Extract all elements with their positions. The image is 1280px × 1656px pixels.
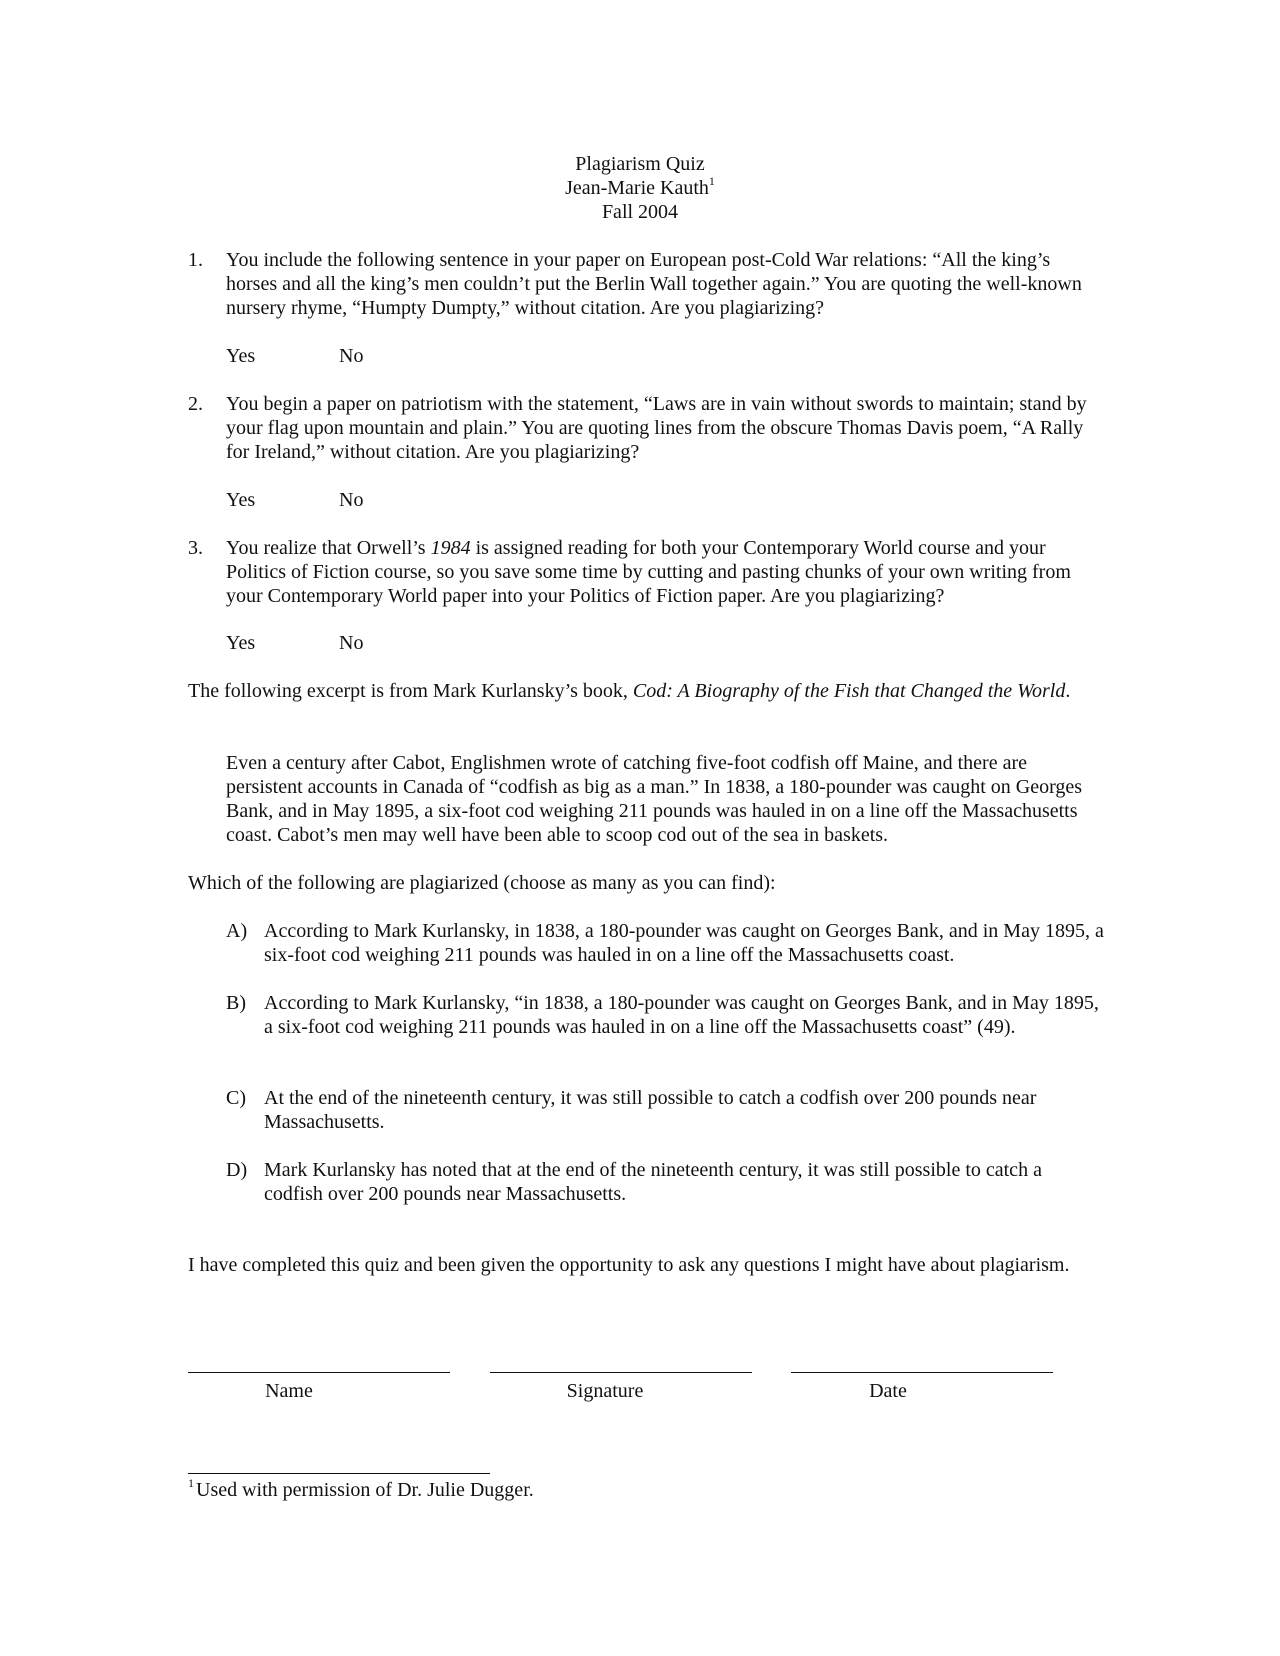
name-line[interactable] (188, 1372, 450, 1373)
name-label: Name (265, 1380, 313, 1402)
which-prompt: Which of the following are plagiarized (choose as many as you can find): (188, 872, 776, 894)
option-a-letter: A) (226, 920, 248, 942)
option-c-text: At the end of the nineteenth century, it was still possible to catch a codfish over 200 pounds near Massachusetts. (264, 1087, 1037, 1133)
question-2-number: 2. (188, 393, 203, 415)
footnote (188, 1478, 534, 1502)
excerpt-book-title: Cod: A Biography of the Fish that Changed the World (632, 680, 1066, 702)
question-1-yes-option: Yes (226, 345, 256, 367)
question-3-number: 3. (188, 537, 203, 559)
question-3-yes-option: Yes (226, 632, 256, 654)
question-2-yes-option: Yes (226, 489, 256, 511)
question-3-book-title: 1984 (430, 537, 471, 559)
date-label: Date (869, 1380, 907, 1402)
question-1-number: 1. (188, 249, 203, 271)
excerpt-intro-text: The following excerpt is from Mark Kurlansky’s book, (188, 680, 633, 702)
footnote-separator (188, 1473, 490, 1474)
question-1-no-option: No (339, 345, 364, 367)
author-name: Jean-Marie Kauth (565, 177, 709, 199)
option-c-letter: C) (226, 1087, 246, 1109)
document-header (0, 152, 1280, 224)
question-1-text: You include the following sentence in your paper on European post-Cold War relations: “All the king’s horses and all the king’s men couldn’t put the Berlin Wall together again.” You are quoting the well-known nursery rhyme, “Humpty Dumpty,” without citation. Are you plagiarizing? (226, 249, 1082, 319)
question-3-no-option: No (339, 632, 364, 654)
option-b-letter: B) (226, 992, 246, 1014)
author-line (0, 176, 1280, 200)
footnote-reference: 1 (708, 174, 715, 188)
signature-label: Signature (566, 1380, 644, 1402)
option-b-text: According to Mark Kurlansky, “in 1838, a 180-pounder was caught on Georges Bank, and in May 1895, a six-foot cod weighing 211 pounds was hauled in on a line off the Massachusetts coast” (49). (264, 992, 1099, 1038)
option-d-text: Mark Kurlansky has noted that at the end of the nineteenth century, it was still possible to catch a codfish over 200 pounds near Massachusetts. (264, 1159, 1042, 1205)
date-line[interactable] (791, 1372, 1053, 1373)
excerpt-intro (188, 679, 1088, 703)
question-2-no-option: No (339, 489, 364, 511)
excerpt-intro-end: . (1065, 680, 1071, 702)
footnote-text: Used with permission of Dr. Julie Dugger. (196, 1479, 534, 1501)
question-2-text: You begin a paper on patriotism with the statement, “Laws are in vain without swords to maintain; stand by your flag upon mountain and plain.” You are quoting lines from the obscure Thomas Davis poem, “A Rally for Ireland,” without citation. Are you plagiarizing? (226, 393, 1087, 463)
question-3-text-start: You realize that Orwell’s (226, 537, 431, 559)
question-3-text (226, 536, 1106, 608)
option-d-letter: D) (226, 1159, 248, 1181)
question-3-text-end: is assigned reading for both your Contemporary World course and your Politics of Fiction course, so you save some time by cutting and pasting chunks of your own writing from your Contemporary World paper into your Politics of Fiction paper. Are you plagiarizing? (226, 537, 1071, 607)
signature-line[interactable] (490, 1372, 752, 1373)
footnote-mark: 1 (188, 1476, 194, 1490)
option-a-text: According to Mark Kurlansky, in 1838, a 180-pounder was caught on Georges Bank, and in May 1895, a six-foot cod weighing 211 pounds was hauled in on a line off the Massachusetts coast. (264, 920, 1104, 966)
excerpt-block-quote: Even a century after Cabot, Englishmen wrote of catching five-foot codfish off Maine, and there are persistent accounts in Canada of “codfish as big as a man.” In 1838, a 180-pounder was caught on Georges Bank, and in May 1895, a six-foot cod weighing 211 pounds was hauled in on a line off the Massachusetts coast. Cabot’s men may well have been able to scoop cod out of the sea in baskets. (226, 752, 1083, 846)
term-line: Fall 2004 (601, 201, 679, 223)
quiz-title: Plagiarism Quiz (575, 153, 705, 175)
attestation-statement: I have completed this quiz and been given the opportunity to ask any questions I might have about plagiarism. (188, 1254, 1070, 1276)
